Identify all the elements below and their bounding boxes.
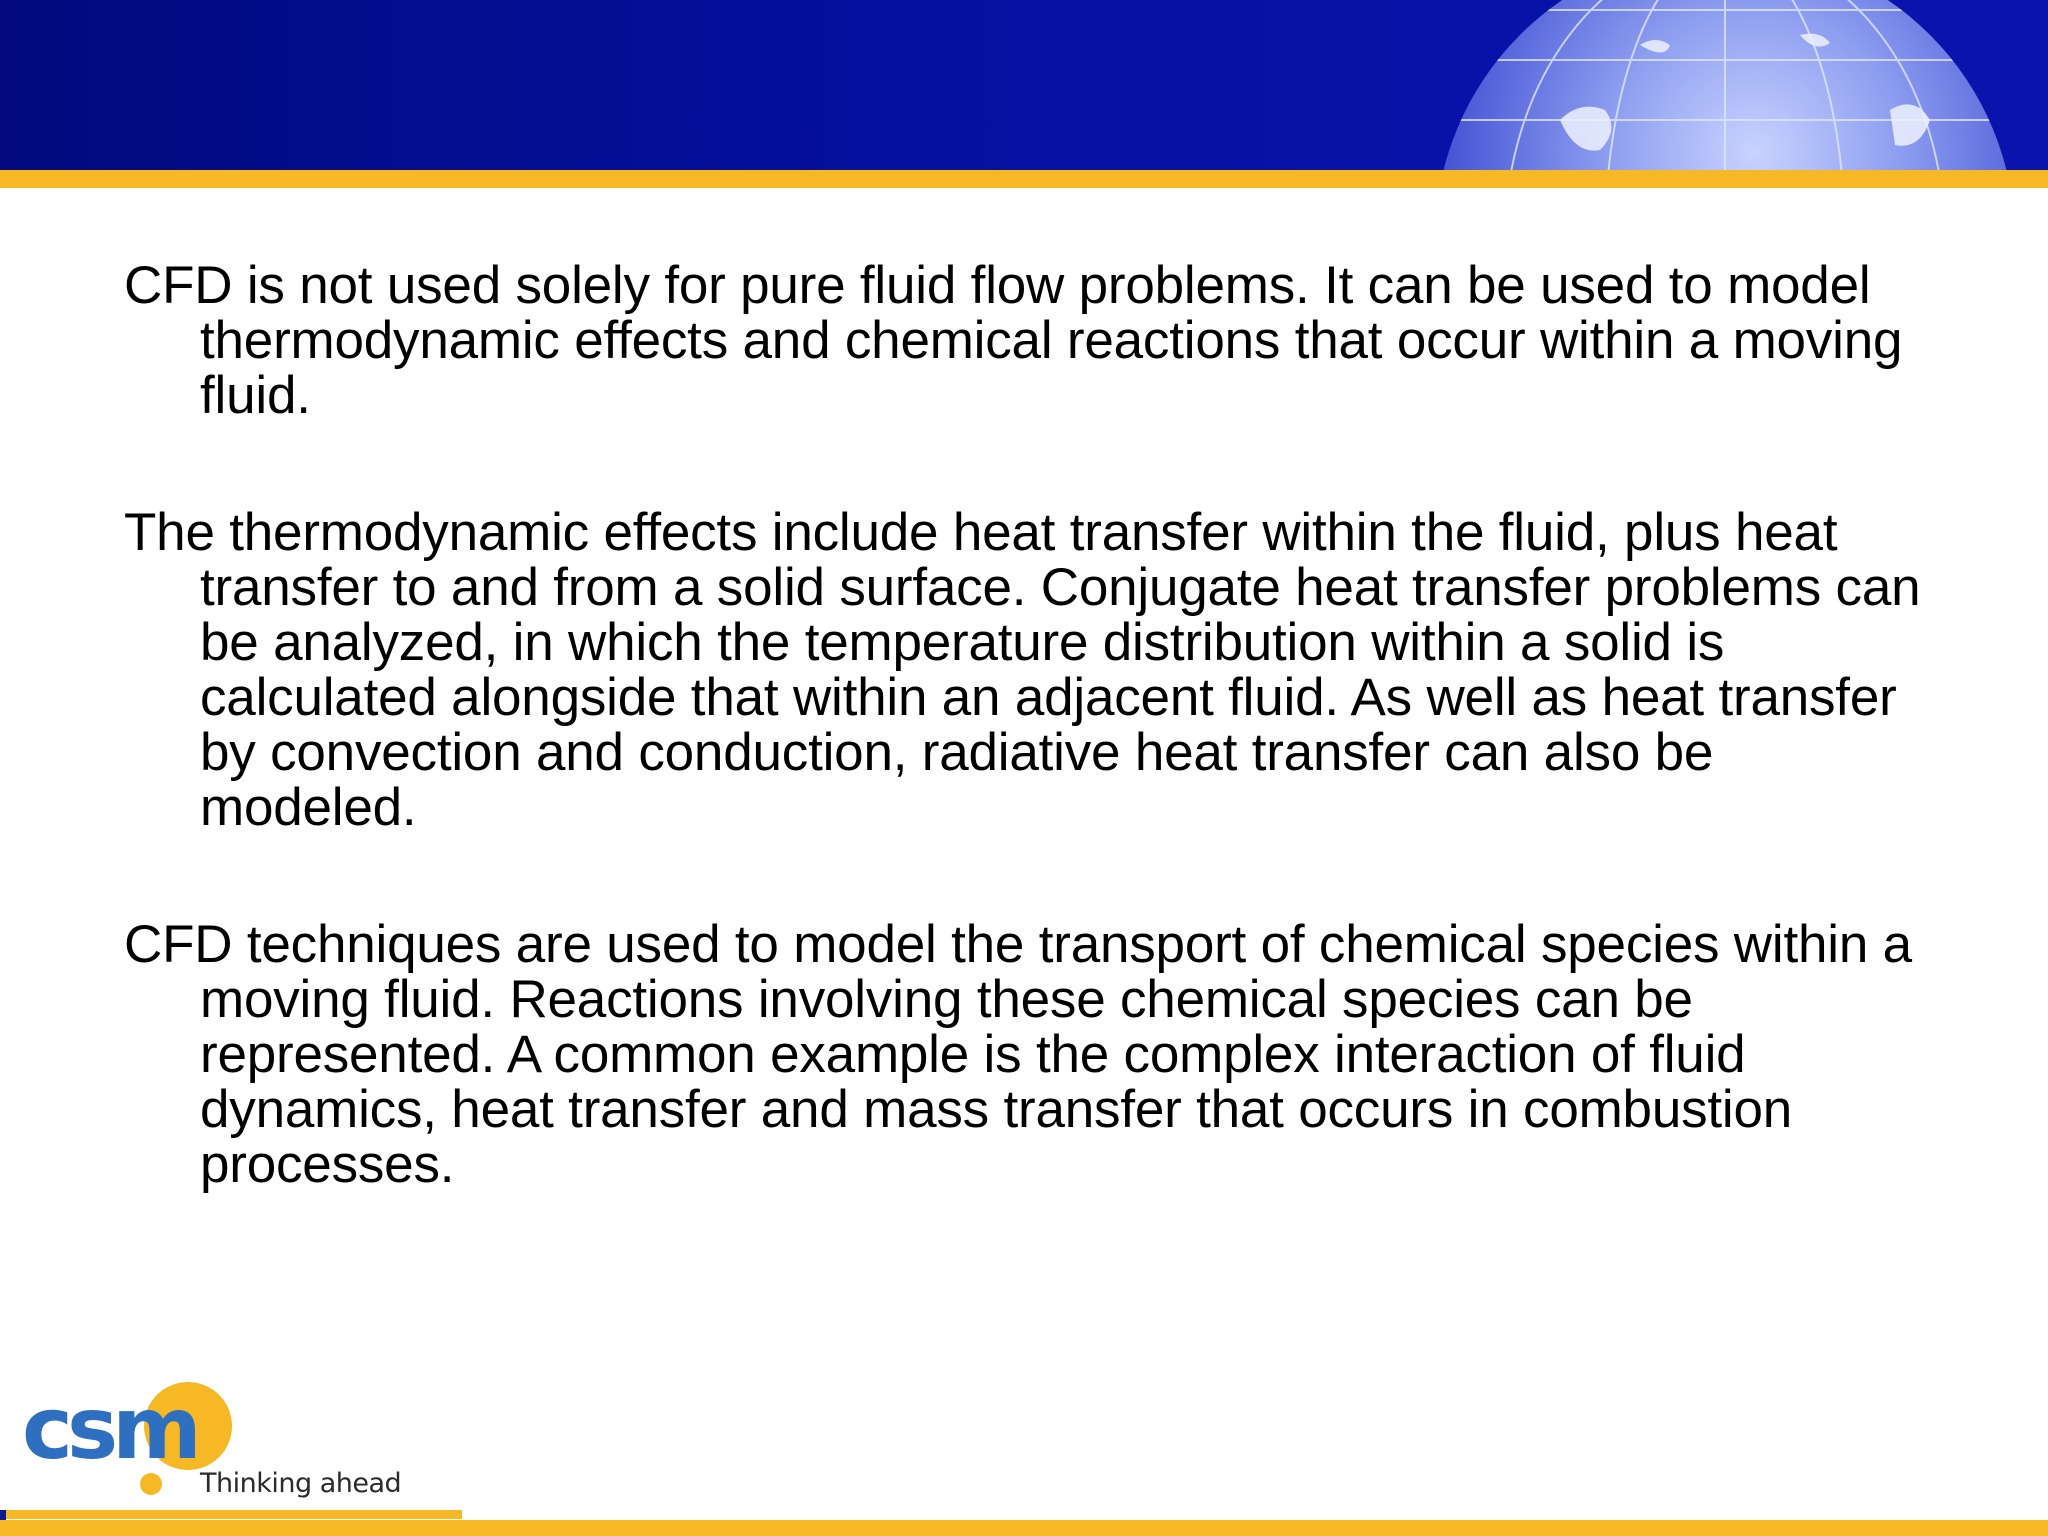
content-list [124, 258, 1924, 1274]
paragraph-cfd-uses: CFD is not used solely for pure fluid flow problems. It can be used to model thermodynamic effects and chemical reactions that occur within a moving fluid. [124, 256, 1903, 425]
header-band [0, 0, 2048, 170]
logo-letters: csm [22, 1380, 196, 1479]
logo-tagline: Thinking ahead [200, 1468, 402, 1499]
footer-stripe-short [0, 1510, 462, 1519]
paragraph-thermodynamic-effects: The thermodynamic effects include heat transfer within the fluid, plus heat transfer to and from a solid surface. Conjugate heat transfer problems can be analyzed, in which the temperature distribution within a solid is calculated alongside that within an adjacent fluid. As well as heat transfer by convection and conduction, radiative heat transfer can also be modeled. [124, 503, 1921, 837]
header-stripe [0, 170, 2048, 188]
paragraph-chemical-species: CFD techniques are used to model the transport of chemical species within a moving fluid. Reactions involving these chemical species can be represented. A common example is the complex interaction of fluid dynamics, heat transfer and mass transfer that occurs in combustion processes. [124, 915, 1912, 1194]
footer-marker [0, 1510, 6, 1520]
csm-logo [20, 1380, 402, 1510]
globe-icon [0, 0, 2048, 170]
footer-stripe [0, 1520, 2048, 1536]
